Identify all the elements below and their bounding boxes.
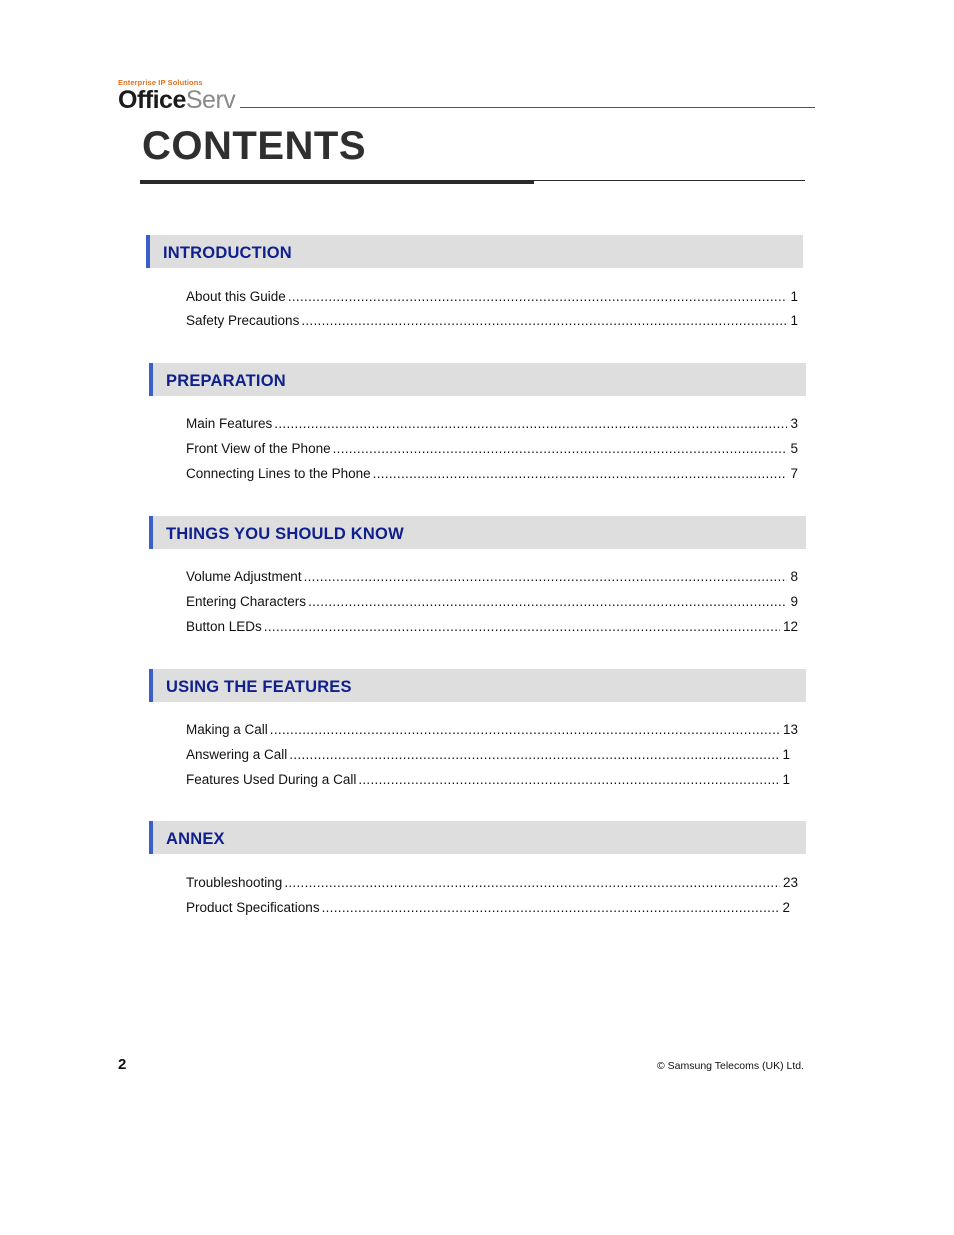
toc-entry[interactable] [186, 772, 790, 789]
logo-tagline: Enterprise IP Solutions [118, 78, 203, 87]
toc-leader-dots [301, 313, 787, 328]
toc-entry[interactable] [186, 619, 798, 636]
toc-entry[interactable] [186, 466, 798, 483]
toc-entry[interactable] [186, 569, 798, 586]
toc-entry-label: Button LEDs [186, 619, 262, 634]
section-title: USING THE FEATURES [166, 678, 352, 696]
toc-entry-page: 8 [790, 569, 798, 584]
toc-entry-label: About this Guide [186, 289, 286, 304]
section-accent-bar [149, 821, 153, 854]
section-header [149, 669, 806, 702]
toc-leader-dots [333, 441, 788, 456]
toc-leader-dots [373, 466, 788, 481]
toc-entry-page: 1 [782, 772, 790, 787]
toc-leader-dots [308, 594, 787, 609]
toc-leader-dots [288, 289, 788, 304]
toc-entry-label: Main Features [186, 416, 273, 431]
page-title: CONTENTS [142, 124, 366, 168]
toc-leader-dots [358, 772, 779, 787]
section-header [146, 235, 803, 268]
toc-leader-dots [284, 875, 780, 890]
toc-entry-page: 5 [790, 441, 798, 456]
title-underline-thin [534, 180, 805, 181]
section-title: PREPARATION [166, 372, 286, 390]
logo-serv: Serv [185, 86, 236, 114]
toc-entry-page: 9 [790, 594, 798, 609]
toc-entry-page: 2 [782, 900, 790, 915]
section-title: INTRODUCTION [163, 244, 292, 262]
logo-office: Office [118, 86, 186, 114]
toc-leader-dots [322, 900, 780, 915]
toc-leader-dots [304, 569, 788, 584]
section-accent-bar [149, 669, 153, 702]
toc-entry[interactable] [186, 289, 798, 306]
toc-entry-page: 1 [790, 289, 798, 304]
toc-entry-page: 1 [782, 747, 790, 762]
toc-entry[interactable] [186, 441, 798, 458]
section-title: ANNEX [166, 830, 225, 848]
toc-entry-label: Entering Characters [186, 594, 307, 609]
toc-entry-label: Product Specifications [186, 900, 320, 915]
footer-copyright: © Samsung Telecoms (UK) Ltd. [656, 1060, 804, 1072]
toc-entry-page: 3 [790, 416, 798, 431]
toc-entry-page: 1 [790, 313, 798, 328]
toc-leader-dots [264, 619, 780, 634]
section-header [149, 363, 806, 396]
toc-leader-dots [289, 747, 779, 762]
toc-entry-page: 7 [790, 466, 798, 481]
toc-entry[interactable] [186, 747, 790, 764]
header-rule [240, 107, 815, 108]
section-accent-bar [149, 363, 153, 396]
toc-entry-label: Features Used During a Call [186, 772, 357, 787]
footer-page-number: 2 [118, 1056, 127, 1073]
toc-entry[interactable] [186, 900, 790, 917]
toc-entry-label: Front View of the Phone [186, 441, 331, 456]
toc-entry-label: Answering a Call [186, 747, 288, 762]
toc-entry[interactable] [186, 875, 798, 892]
toc-entry-label: Connecting Lines to the Phone [186, 466, 371, 481]
toc-leader-dots [274, 416, 787, 431]
section-accent-bar [149, 516, 153, 549]
toc-leader-dots [270, 722, 780, 737]
toc-entry[interactable] [186, 416, 798, 433]
toc-entry-label: Volume Adjustment [186, 569, 302, 584]
toc-entry[interactable] [186, 313, 798, 330]
toc-entry-page: 13 [782, 722, 798, 737]
officeserv-logo [118, 78, 235, 113]
section-header [149, 516, 806, 549]
section-title: THINGS YOU SHOULD KNOW [166, 525, 404, 543]
logo-wordmark [118, 88, 235, 113]
toc-entry-label: Troubleshooting [186, 875, 283, 890]
title-underline-thick [140, 180, 534, 184]
toc-entry-label: Making a Call [186, 722, 268, 737]
section-accent-bar [146, 235, 150, 268]
toc-entry-label: Safety Precautions [186, 313, 300, 328]
toc-entry[interactable] [186, 594, 798, 611]
toc-entry-page: 12 [782, 619, 798, 634]
section-header [149, 821, 806, 854]
toc-entry[interactable] [186, 722, 798, 739]
toc-entry-page: 23 [782, 875, 798, 890]
